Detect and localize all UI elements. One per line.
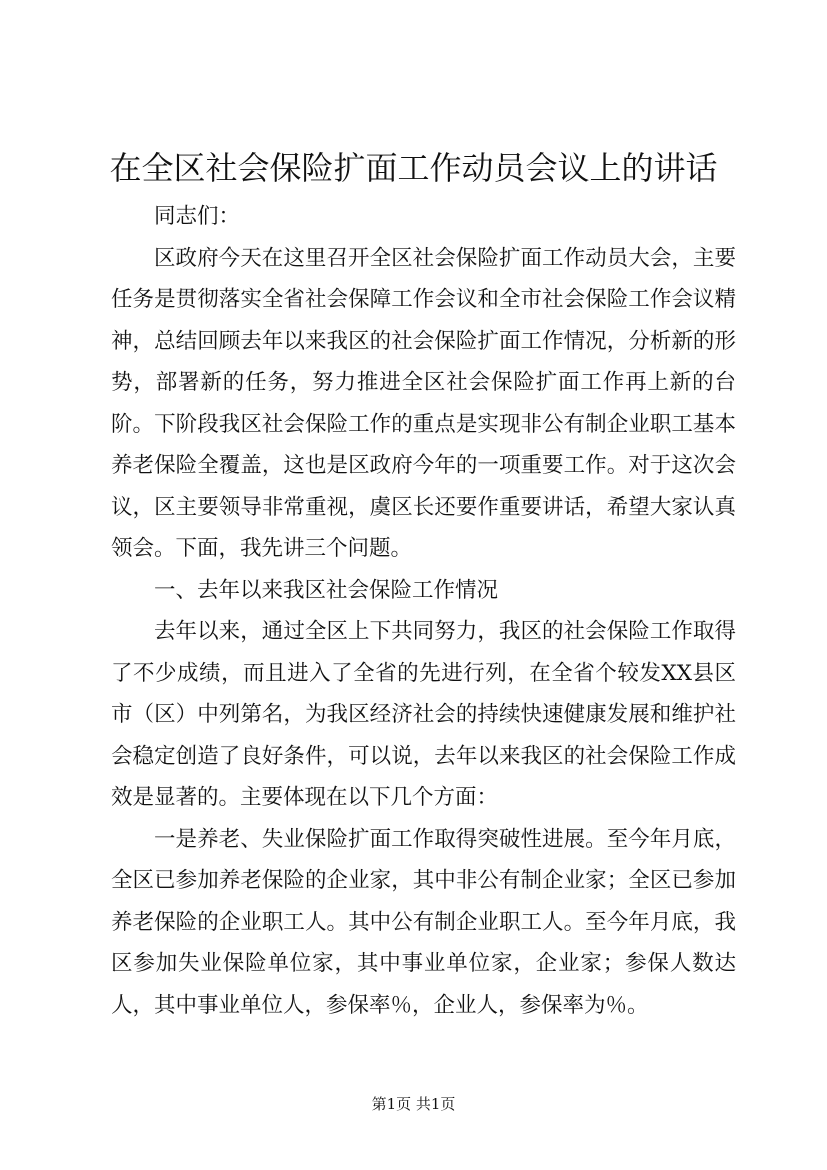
document-title: 在全区社会保险扩面工作动员会议上的讲话 [109,149,718,187]
section-heading: 一、去年以来我区社会保险工作情况 [154,577,499,603]
page-footer: 第1页 共1页 [371,1095,456,1113]
paragraph-intro: 区政府今天在这里召开全区社会保险扩面工作动员大会，主要任务是贯彻落实全省社会保障工作会议和全市社会保险工作会议精神，总结回顾去年以来我区的社会保险扩面工作情况，分析新的形势，部署新的任务，努力推进全区社会保险扩面工作再上新的台阶。下阶段我区社会保险工作的重点是实现非公有制企业职工基本养老保险全覆盖，这也是区政府今年的一项重要工作。对于这次会议，区主要领导非常重视，虞区长还要作重要讲话，希望大家认真领会。下面，我先讲三个问题。 [111,245,736,561]
document-body [111,196,736,1026]
paragraph-point-one: 一是养老、失业保险扩面工作取得突破性进展。至今年月底，全区已参加养老保险的企业家，其中非公有制企业家；全区已参加养老保险的企业职工人。其中公有制企业职工人。至今年月底，我区参加失业保险单位家，其中事业单位家，企业家；参保人数达人，其中事业单位人，参保率％，企业人，参保率为％。 [111,826,736,1018]
salutation: 同志们： [154,204,241,229]
paragraph-achievements: 去年以来，通过全区上下共同努力，我区的社会保险工作取得了不少成绩，而且进入了全省的先进行列，在全省个较发XX县区市（区）中列第名，为我区经济社会的持续快速健康发展和维护社会稳定创造了良好条件，可以说，去年以来我区的社会保险工作成效是显著的。主要体现在以下几个方面： [111,619,736,810]
